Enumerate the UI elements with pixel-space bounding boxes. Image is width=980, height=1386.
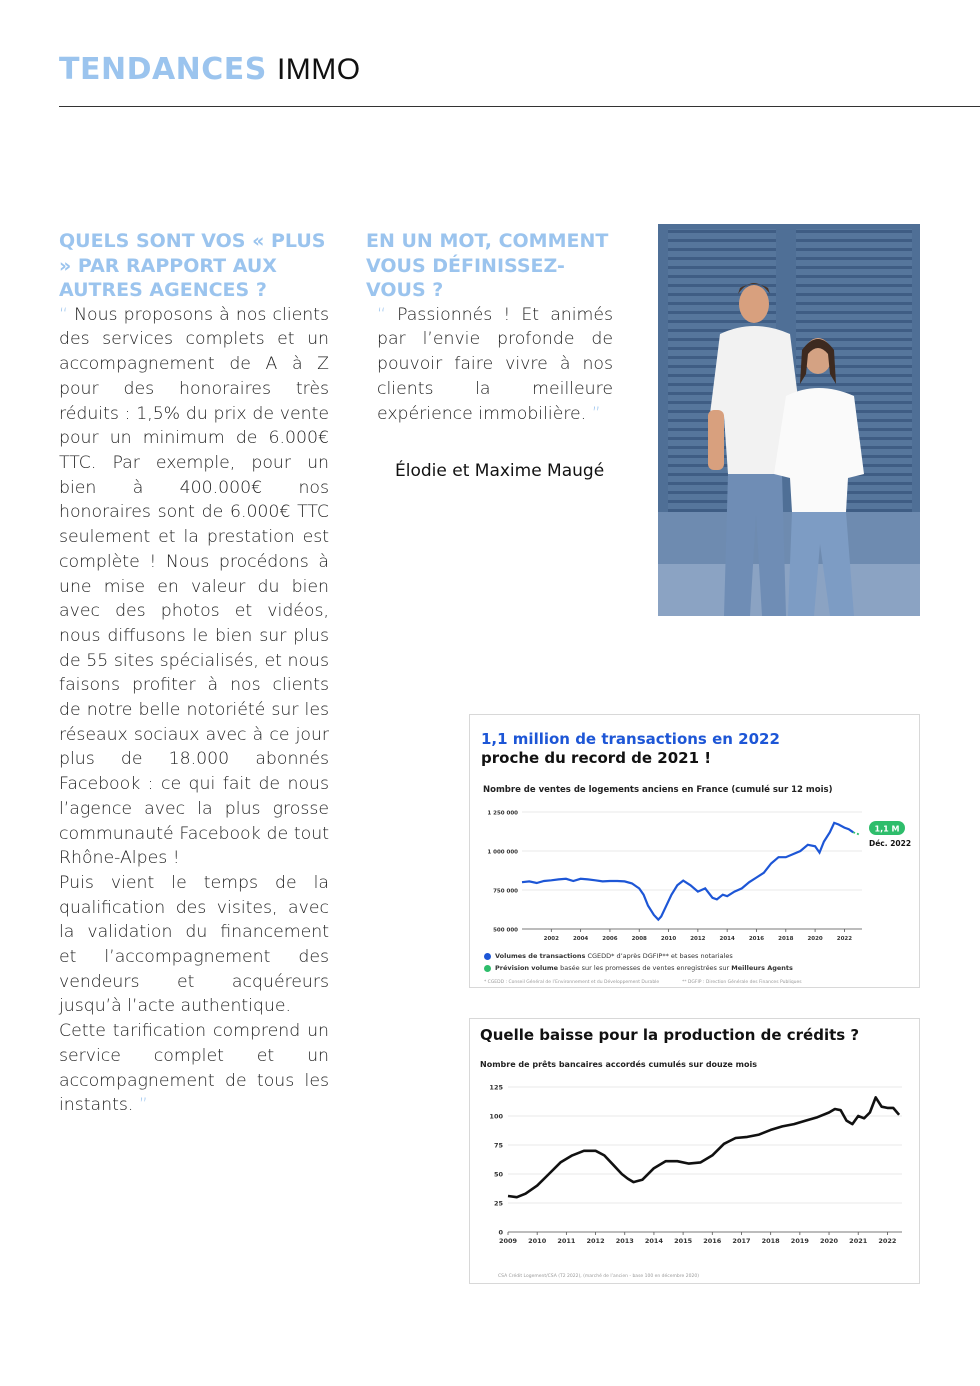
chart-1-badge-value: 1,1 M [874,824,900,834]
x-tick-label: 2016 [703,1237,722,1245]
column-1-title: QUELS SONT VOS « PLUS » PAR RAPPORT AUX AUTRES AGENCES ? [59,230,326,302]
y-tick-label: 500 000 [493,927,518,934]
x-tick-label: 2012 [690,936,706,942]
x-tick-label: 2021 [849,1237,868,1245]
x-tick-label: 2009 [498,1237,518,1245]
y-tick-label: 1 000 000 [487,849,518,856]
y-tick-label: 750 000 [493,888,518,895]
chart-2-footnote: CSA Crédit Logement/CSA (T2 2022), (marché de l’ancien - base 100 en décembre 2020) [498,1274,699,1279]
x-tick-label: 2016 [748,936,765,942]
y-tick-label: 1 250 000 [487,810,518,817]
x-tick-label: 2018 [778,936,794,942]
legend-item-volumes [484,952,733,960]
series-volumes-line [522,823,853,920]
chart-2-title: Quelle baisse pour la production de crédits ? [480,1026,860,1044]
x-tick-label: 2010 [528,1237,547,1245]
chart-1-footnote-2: ** DGFIP : Direction Générale des Finances Publiques [682,980,802,985]
x-tick-label: 2015 [674,1237,693,1245]
column-1-paragraph-1: Nous proposons à nos clients des services complets et un accompagnement de A à Z pour des honoraires très réduits : 1,5% du prix de vente pour un minimum de 6.000€ TTC. Par exemple, pour un bien à 400.000€ nos honoraires sont de 6.000€ TTC seulement et la prestation est complète ! Nous procédons à une mise en valeur du bien avec des photos et vidéos, nous diffusons le bien sur plus de 55 sites spécialisés, et nous faisons profiter à nos clients de notre belle notoriété sur les réseaux sociaux avec à ce jour plus de 18.000 abonnés Facebook : ce qui fait de nous l’agence avec la plus grosse communauté Facebook de tout Rhône-Alpes ! [59,304,330,869]
legend-item-forecast [484,964,793,972]
open-quote: “ [59,304,68,325]
chart-1-plot [470,715,919,987]
x-tick-label: 2019 [790,1237,809,1245]
x-tick-label: 2008 [631,936,647,942]
credits-chart [469,1018,920,1284]
x-tick-label: 2022 [878,1237,897,1245]
header-accent: TENDANCES [59,52,267,87]
legend-2-brand: Meilleurs Agents [731,964,793,972]
y-tick-label: 50 [493,1170,503,1179]
legend-dot-blue [484,953,491,960]
series-credits-line [508,1097,899,1197]
series-forecast-line [853,832,860,835]
x-tick-label: 2014 [644,1237,663,1245]
y-tick-label: 125 [489,1083,503,1092]
x-tick-label: 2020 [807,936,823,942]
page-header [59,52,361,87]
y-tick-label: 0 [498,1228,503,1237]
x-tick-label: 2011 [557,1237,576,1245]
legend-2-rest: basée sur les promesses de ventes enregistrées sur [558,964,732,972]
close-quote: ” [591,403,601,424]
x-tick-label: 2006 [602,936,618,942]
y-tick-label: 25 [493,1199,503,1208]
x-tick-label: 2020 [819,1237,839,1245]
chart-2-subtitle: Nombre de prêts bancaires accordés cumulés sur douze mois [480,1060,757,1069]
column-2 [366,229,613,426]
x-tick-label: 2010 [660,936,677,942]
signature: Élodie et Maxime Maugé [395,461,605,481]
chart-1-title-line-1: 1,1 million de transactions en 2022 [481,730,780,748]
couple-photo-illustration [658,224,920,616]
legend-2-bold: Prévision volume [495,964,559,972]
column-2-body [366,303,613,427]
transactions-chart [469,714,920,988]
couple-photo [658,224,920,616]
x-tick-label: 2002 [543,936,559,942]
x-tick-label: 2012 [586,1237,605,1245]
column-2-title: EN UN MOT, COMMENT VOUS DÉFINISSEZ-VOUS ? [366,230,609,302]
x-tick-label: 2014 [719,936,735,942]
y-tick-label: 100 [489,1112,503,1121]
column-2-text: Passionnés ! Et animés par l’envie profonde de pouvoir faire vivre à nos clients la meilleure expérience immobilière. [377,304,614,424]
chart-1-subtitle: Nombre de ventes de logements anciens en France (cumulé sur 12 mois) [483,785,833,795]
chart-1-footnote-1: * CGEDD : Conseil Général de l’Environnement et du Développement Durable [484,980,660,985]
column-1-body [59,303,329,1118]
column-1-paragraph-2: Puis vient le temps de la qualification des visites, avec la validation du financement et l’accompagnement des vendeurs et acquéreurs jusqu’à l’acte authentique. [59,872,329,1017]
column-1 [59,229,329,1118]
legend-1-rest: CGEDD* d’après DGFIP** et bases notariales [585,952,733,960]
legend-1-bold: Volumes de transactions [495,952,586,960]
header-rule [59,106,980,107]
chart-1-badge-date: Déc. 2022 [869,839,912,848]
x-tick-label: 2004 [572,936,589,942]
header-rest: IMMO [276,53,361,86]
column-1-paragraph-3: Cette tarification comprend un service complet et un accompagnement de tous les instants. [59,1021,329,1116]
x-tick-label: 2013 [615,1237,634,1245]
x-tick-label: 2017 [732,1237,751,1245]
open-quote: “ [377,304,386,325]
chart-1-title-line-2: proche du record de 2021 ! [481,749,712,767]
x-tick-label: 2018 [761,1237,780,1245]
y-tick-label: 75 [493,1141,503,1150]
chart-2-plot [470,1019,919,1283]
close-quote: ” [138,1095,148,1116]
legend-dot-green [484,965,491,972]
x-tick-label: 2022 [836,936,853,942]
